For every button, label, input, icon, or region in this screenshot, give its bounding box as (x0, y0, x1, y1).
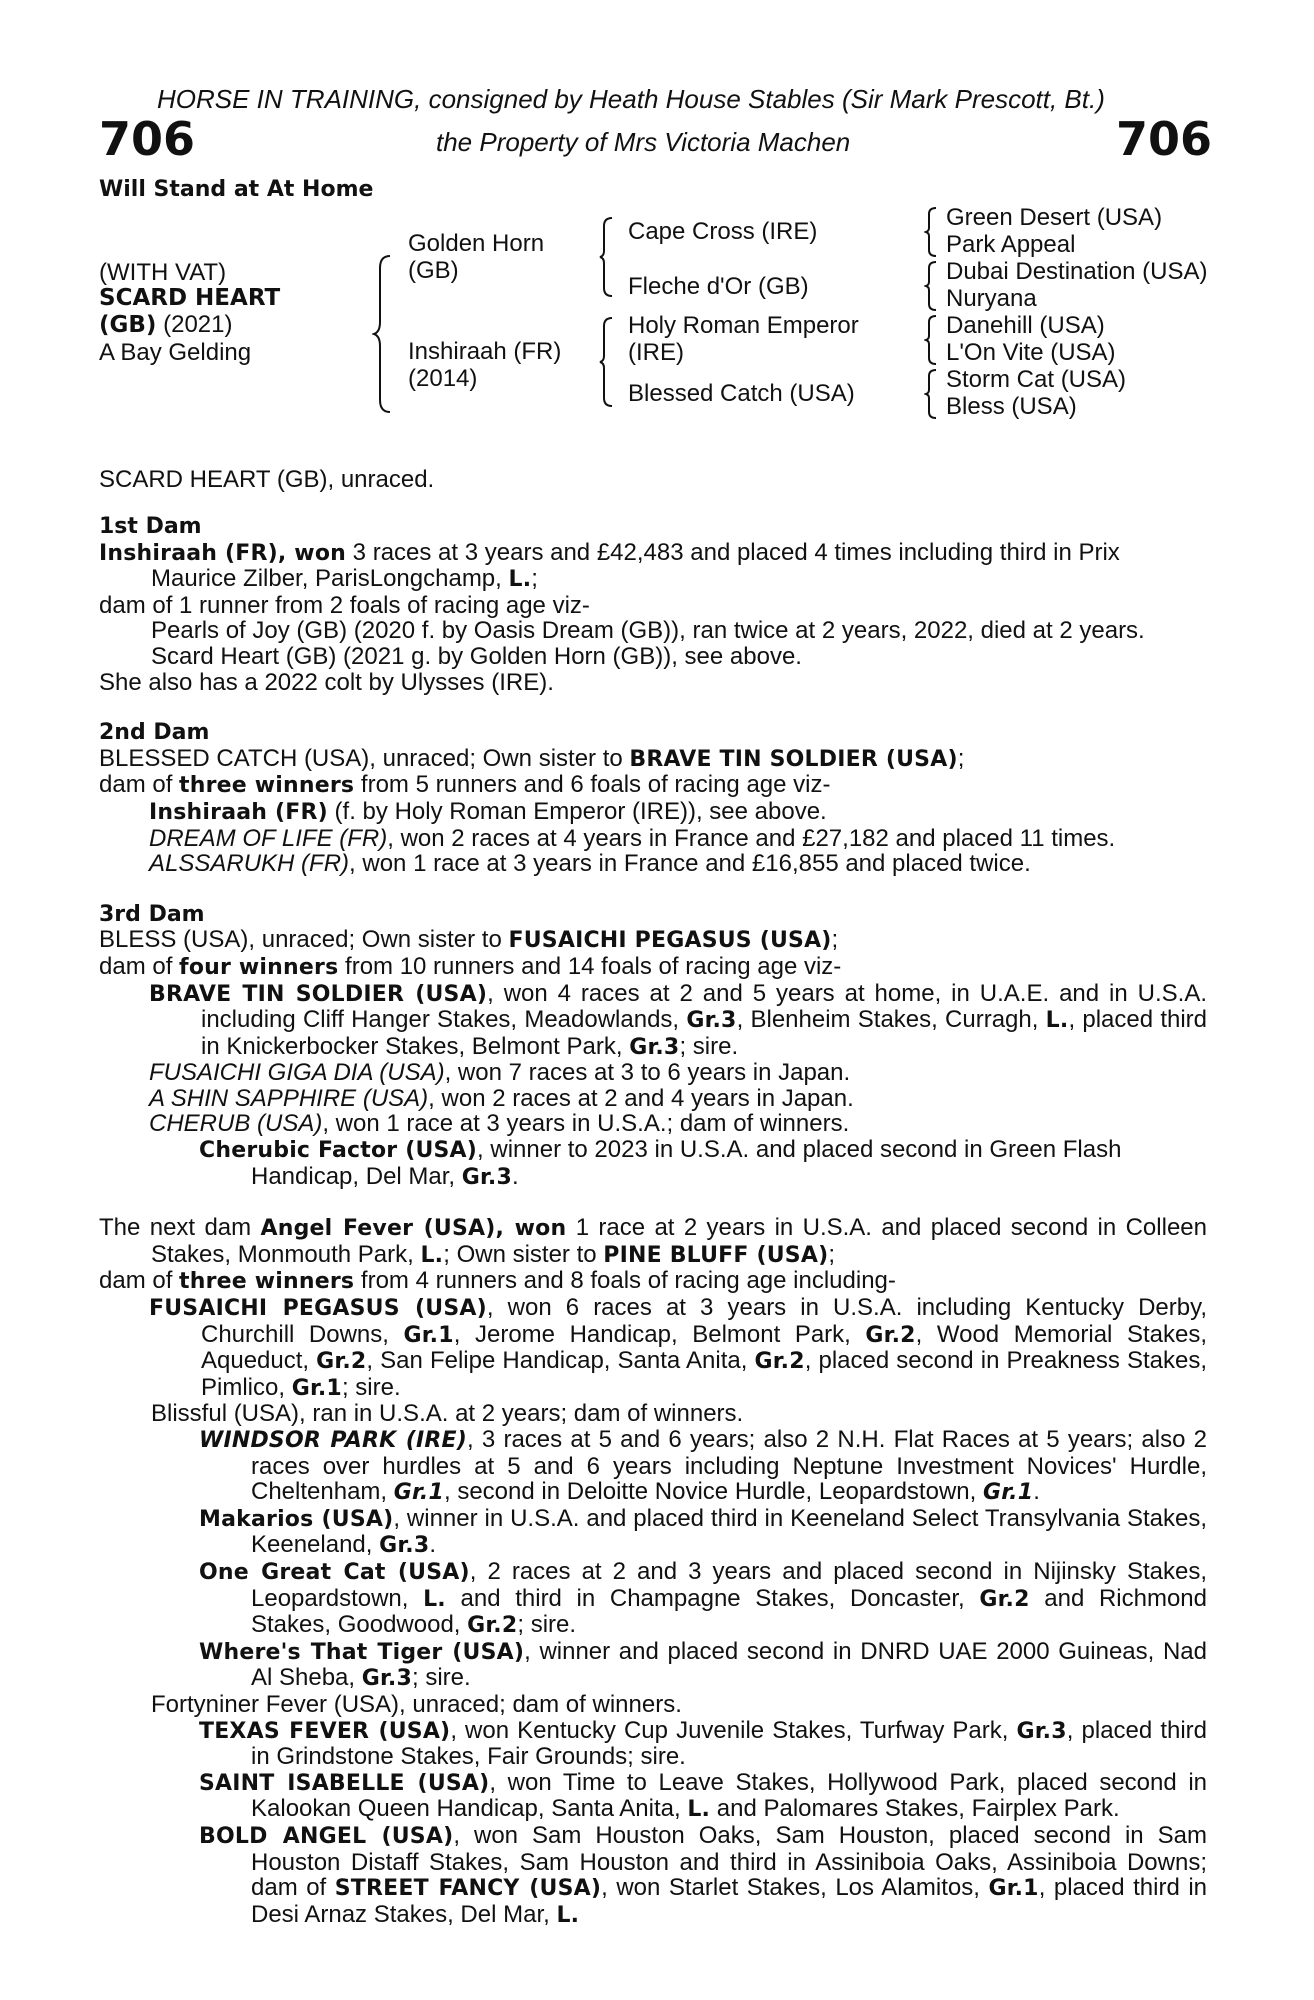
horse-year: (2021) (163, 311, 233, 338)
ggp-bless: Bless (USA) (946, 393, 1077, 420)
next-dam-intro: The next dam Angel Fever (USA), won 1 race at 2 years in U.S.A. and placed second in Colleen Stakes, Monmouth Park, L.; Own sister to PINE BLUFF (USA); (99, 1214, 1207, 1268)
first-dam-record: Inshiraah (FR), won 3 races at 3 years and £42,483 and placed 4 times including third in Prix Maurice Zilber, ParisLongchamp, L.; (99, 538, 1120, 593)
brace-gg3 (924, 314, 938, 366)
second-dam-runner-1: Inshiraah (FR) (f. by Holy Roman Emperor (IRE)), see above. (149, 797, 827, 825)
second-dam-heading: 2nd Dam (99, 720, 210, 746)
fortyniner-fever-record: Fortyniner Fever (USA), unraced; dam of winners. (151, 1690, 682, 1718)
fusaichi-pegasus-record: FUSAICHI PEGASUS (USA), won 6 races at 3 years in U.S.A. including Kentucky Derby, Churchill Downs, Gr.1, Jerome Handicap, Belmont Park, Gr.2, Wood Memorial Stakes, Aqueduct, Gr.2, San Felipe Handicap, Santa Anita, Gr.2, placed second in Preakness Stakes, Pimlico, Gr.1; sire. (149, 1294, 1207, 1401)
dam-name: Inshiraah (FR) (2014) (408, 338, 562, 392)
bold-angel-record: BOLD ANGEL (USA), won Sam Houston Oaks, Sam Houston, placed second in Sam Houston Distaff Stakes, Sam Houston and third in Assiniboia Oaks, Assiniboia Downs; dam of STREET FANCY (USA), won Starlet Stakes, Los Alamitos, Gr.1, placed third in Desi Arnaz Stakes, Del Mar, L. (199, 1821, 1208, 1928)
third-dam-heading: 3rd Dam (99, 901, 205, 927)
saint-isabelle-record: SAINT ISABELLE (USA), won Time to Leave Stakes, Hollywood Park, placed second in Kalookan Queen Handicap, Santa Anita, L. and Palomares Stakes, Fairplex Park. (199, 1768, 1207, 1823)
ggp-lon-vite: L'On Vite (USA) (946, 339, 1116, 366)
third-dam-runner-2: FUSAICHI GIGA DIA (USA), won 7 races at 3 to 6 years in Japan. (149, 1059, 851, 1087)
brace-gg2 (924, 260, 938, 312)
second-dam-runner-3: ALSSARUKH (FR), won 1 race at 3 years in France and £16,855 and placed twice. (149, 850, 1031, 878)
sire-dam: Fleche d'Or (GB) (628, 273, 809, 300)
pedigree-body (99, 514, 1207, 1928)
brace-dam-parents (598, 316, 614, 408)
brace-sire-parents (598, 216, 614, 298)
summary-line: SCARD HEART (GB), unraced. (99, 466, 435, 493)
property-line: the Property of Mrs Victoria Machen (436, 127, 851, 157)
horse-name: SCARD HEART (99, 285, 281, 311)
first-dam-foal-2: Scard Heart (GB) (2021 g. by Golden Horn (GB)), see above. (151, 642, 802, 670)
horse-country-year (99, 312, 232, 338)
stand-line: Will Stand at At Home (99, 177, 374, 202)
consignment-line: HORSE IN TRAINING, consigned by Heath House Stables (Sir Mark Prescott, Bt.) (157, 84, 1105, 114)
lot-number-left: 706 (99, 112, 196, 166)
sire-name: Golden Horn (GB) (408, 230, 545, 284)
ggp-nuryana: Nuryana (946, 285, 1037, 312)
first-dam-dam-of: dam of 1 runner from 2 foals of racing age viz- (99, 591, 590, 619)
vat-label: (WITH VAT) (99, 259, 227, 286)
first-dam-also: She also has a 2022 colt by Ulysses (IRE). (99, 668, 554, 696)
first-dam-heading: 1st Dam (99, 514, 202, 539)
first-dam-foal-1: Pearls of Joy (GB) (2020 f. by Oasis Dream (GB)), ran twice at 2 years, 2022, died at 2 years. (151, 617, 1145, 645)
second-dam-runner-2: DREAM OF LIFE (FR), won 2 races at 4 years in France and £27,182 and placed 11 times. (149, 824, 1116, 852)
ggp-green-desert: Green Desert (USA) (946, 204, 1163, 231)
third-dam-runner-4: CHERUB (USA), won 1 race at 3 years in U.S.A.; dam of winners. (149, 1110, 850, 1138)
windsor-park-record: WINDSOR PARK (IRE), 3 races at 5 and 6 years; also 2 N.H. Flat Races at 5 years; also 2 races over hurdles at 5 and 6 years including Neptune Investment Novices' Hurdle, Cheltenham, Gr.1, second in Deloitte Novice Hurdle, Leopardstown, Gr.1. (199, 1426, 1207, 1506)
second-dam-dam-of: dam of three winners from 5 runners and 6 foals of racing age viz- (99, 771, 831, 799)
texas-fever-record: TEXAS FEVER (USA), won Kentucky Cup Juvenile Stakes, Turfway Park, Gr.3, placed third in Grindstone Stakes, Fair Grounds; sire. (199, 1716, 1207, 1771)
third-dam-runner-1: BRAVE TIN SOLDIER (USA), won 4 races at 2 and 5 years at home, in U.A.E. and in U.S.A. including Cliff Hanger Stakes, Meadowlands, Gr.3, Blenheim Stakes, Curragh, L., placed third in Knickerbocker Stakes, Belmont Park, Gr.3; sire. (149, 979, 1208, 1060)
horse-country: (GB) (99, 312, 157, 338)
brace-gg4 (924, 368, 938, 420)
blissful-record: Blissful (USA), ran in U.S.A. at 2 years; dam of winners. (151, 1400, 744, 1428)
third-dam-runner-3: A SHIN SAPPHIRE (USA), won 2 races at 2 and 4 years in Japan. (149, 1084, 854, 1112)
third-dam-runner-4a: Cherubic Factor (USA), winner to 2023 in U.S.A. and placed second in Green Flash Handicap, Del Mar, Gr.3. (199, 1136, 1122, 1190)
dam-sire: Holy Roman Emperor (IRE) (628, 312, 859, 366)
makarios-record: Makarios (USA), winner in U.S.A. and placed third in Keeneland Select Transylvania Stakes, Keeneland, Gr.3. (199, 1504, 1208, 1559)
second-dam-intro: BLESSED CATCH (USA), unraced; Own sister to BRAVE TIN SOLDIER (USA); (99, 744, 965, 772)
third-dam-dam-of: dam of four winners from 10 runners and 14 foals of racing age viz- (99, 952, 842, 980)
horse-description: A Bay Gelding (99, 339, 252, 366)
one-great-cat-record: One Great Cat (USA), 2 races at 2 and 3 years and placed second in Nijinsky Stakes, Leopardstown, L. and third in Champagne Stakes, Doncaster, Gr.2 and Richmond Stakes, Goodwood, Gr.2; sire. (199, 1557, 1207, 1639)
lot-number-right: 706 (1116, 112, 1213, 166)
sire-sire: Cape Cross (IRE) (628, 218, 818, 245)
brace-gg1 (924, 206, 938, 258)
ggp-danehill: Danehill (USA) (946, 312, 1105, 339)
ggp-park-appeal: Park Appeal (946, 231, 1076, 258)
wheres-that-tiger-record: Where's That Tiger (USA), winner and placed second in DNRD UAE 2000 Guineas, Nad Al Sheba, Gr.3; sire. (199, 1637, 1207, 1692)
next-dam-dam-of: dam of three winners from 4 runners and 8 foals of racing age including- (99, 1267, 896, 1295)
ggp-dubai-destination: Dubai Destination (USA) (946, 258, 1208, 285)
ggp-storm-cat: Storm Cat (USA) (946, 366, 1127, 393)
dam-dam: Blessed Catch (USA) (628, 380, 855, 407)
third-dam-intro: BLESS (USA), unraced; Own sister to FUSAICHI PEGASUS (USA); (99, 926, 839, 954)
brace-sire-dam (372, 254, 394, 414)
